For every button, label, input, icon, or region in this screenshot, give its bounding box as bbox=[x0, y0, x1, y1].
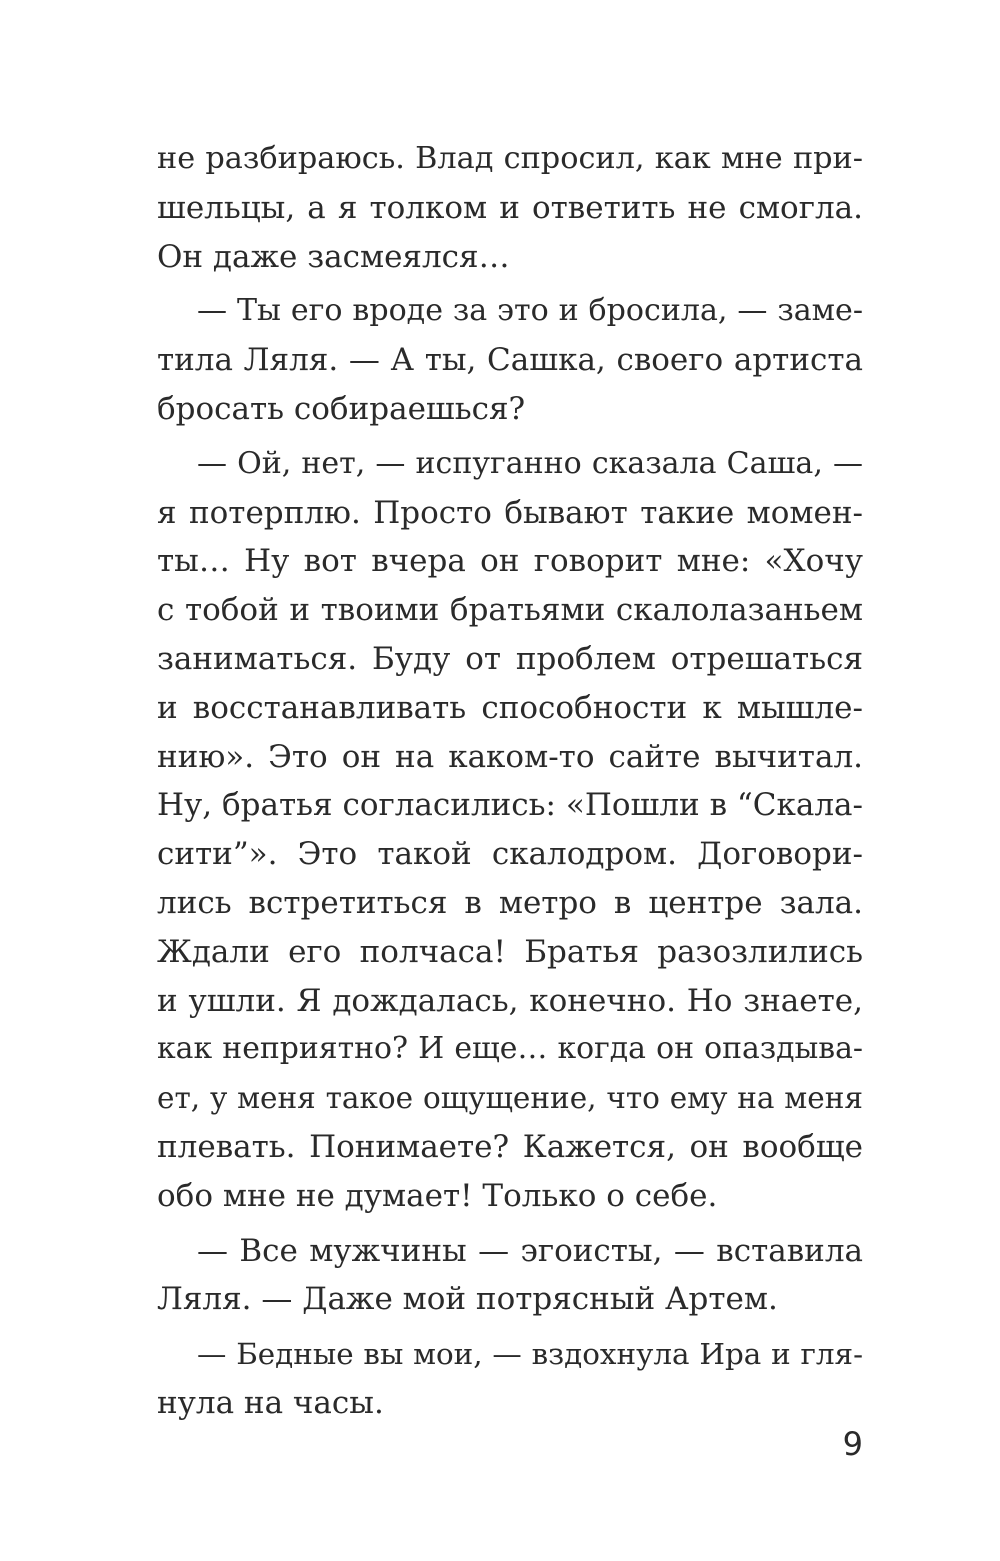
paragraph bbox=[157, 440, 863, 1221]
text-line: Ну, братья согласились: «Пошли в “Скала- bbox=[157, 787, 863, 824]
text-line: нула на часы. bbox=[157, 1384, 384, 1421]
text-line: не разбираюсь. Влад спросил, как мне при- bbox=[157, 141, 863, 176]
body-text bbox=[157, 135, 863, 1428]
text-line: сити”». Это такой скалодром. Договори- bbox=[157, 836, 863, 873]
text-line: бросать собираешься? bbox=[157, 390, 526, 427]
text-line: и восстанавливать способности к мышле- bbox=[157, 689, 863, 726]
text-line: Он даже засмеялся… bbox=[157, 238, 510, 275]
text-line: — Ой, нет, — испуганно сказала Саша, — bbox=[197, 445, 863, 481]
paragraph bbox=[157, 1227, 863, 1325]
text-line: ет, у меня такое ощущение, что ему на меня bbox=[157, 1081, 863, 1116]
text-line: с тобой и твоими братьями скалолазаньем bbox=[157, 592, 863, 629]
text-line: — Бедные вы мои, — вздохнула Ира и гля- bbox=[197, 1337, 863, 1372]
page-number: 9 bbox=[842, 1425, 863, 1463]
text-line: плевать. Понимаете? Кажется, он вообще bbox=[157, 1128, 863, 1165]
paragraph bbox=[157, 135, 863, 281]
text-line: — Ты его вроде за это и бросила, — заме- bbox=[197, 293, 863, 329]
paragraph bbox=[157, 1330, 863, 1428]
text-line: лись встретиться в метро в центре зала. bbox=[157, 884, 863, 921]
text-line: и ушли. Я дождалась, конечно. Но знаете, bbox=[157, 982, 863, 1019]
text-line: обо мне не думает! Только о себе. bbox=[157, 1177, 718, 1214]
text-line: Ждали его полчаса! Братья разозлились bbox=[157, 933, 863, 970]
text-line: как неприятно? И еще… когда он опаздыва- bbox=[157, 1031, 863, 1067]
text-line: — Все мужчины — эгоисты, — вставила bbox=[197, 1232, 863, 1269]
text-line: заниматься. Буду от проблем отрешаться bbox=[157, 640, 863, 677]
text-line: ты… Ну вот вчера он говорит мне: «Хочу bbox=[157, 543, 863, 580]
text-line: Ляля. — Даже мой потрясный Артем. bbox=[157, 1281, 778, 1318]
paragraph bbox=[157, 287, 863, 433]
text-line: шельцы, а я толком и ответить не смогла. bbox=[157, 189, 863, 226]
text-line: нию». Это он на каком-то сайте вычитал. bbox=[157, 738, 863, 775]
text-line: я потерплю. Просто бывают такие момен- bbox=[157, 494, 863, 531]
text-line: тила Ляля. — А ты, Сашка, своего артиста bbox=[157, 342, 863, 379]
